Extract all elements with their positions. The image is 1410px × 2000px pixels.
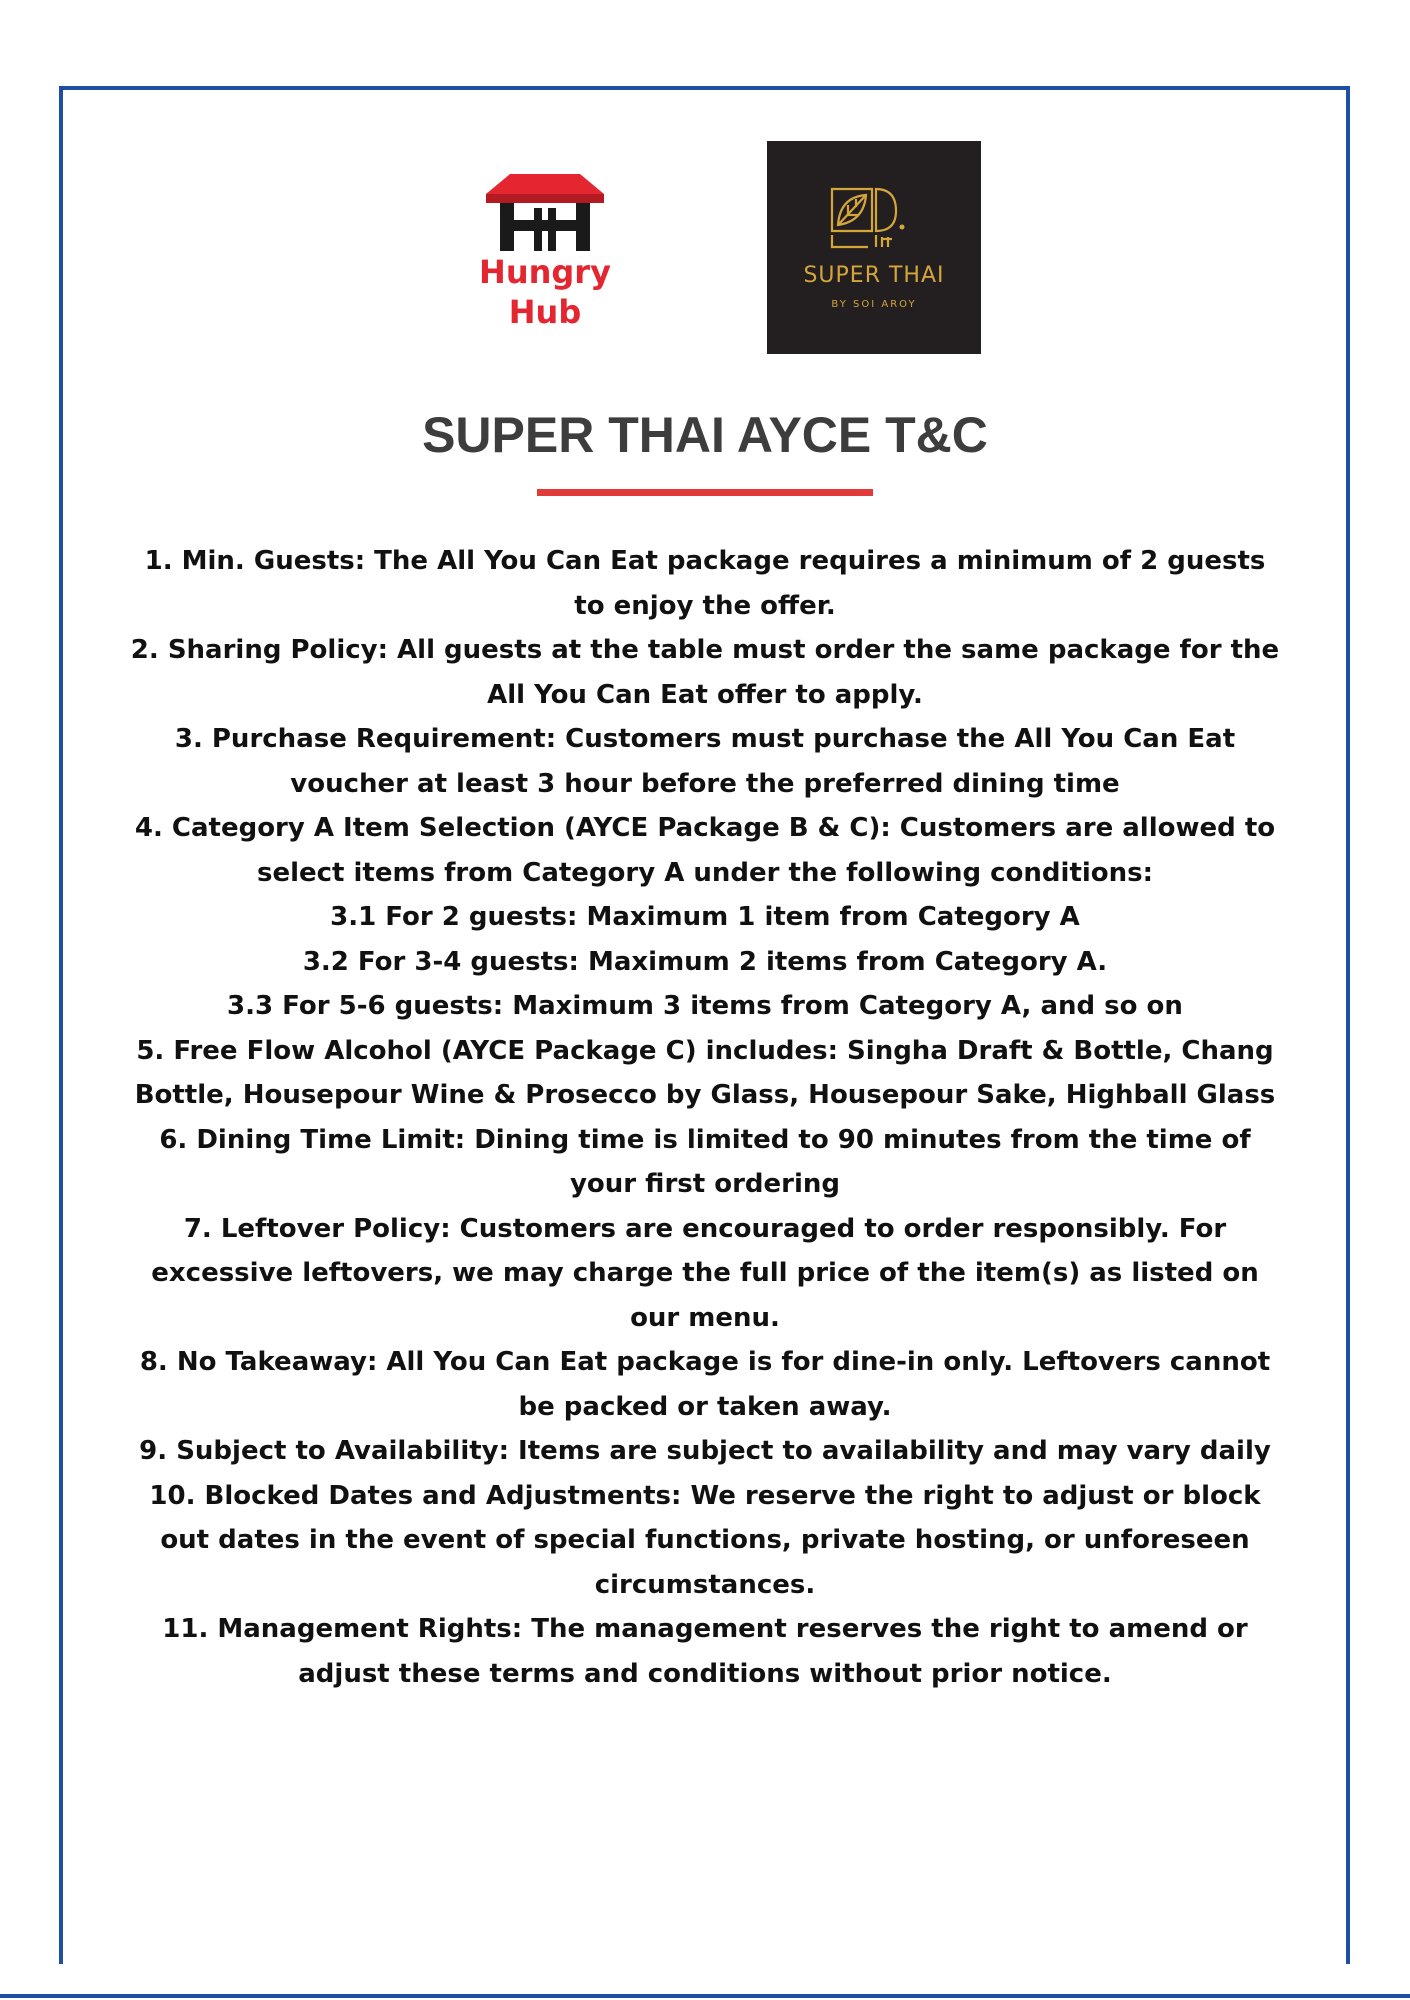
term-item: 8. No Takeaway: All You Can Eat package is for dine-in only. Leftovers cannot be packed or taken away. — [139, 1347, 1271, 1422]
hungry-hub-logo — [470, 168, 620, 348]
frame-border-right — [1346, 86, 1350, 1964]
title-underline — [537, 489, 873, 496]
term-item: 4. Category A Item Selection (AYCE Package B & C): Customers are allowed to select items from Category A under the following conditions: — [134, 813, 1276, 888]
term-item: 9. Subject to Availability: Items are subject to availability and may vary daily — [139, 1436, 1271, 1466]
page-title: SUPER THAI AYCE T&C — [422, 407, 988, 463]
term-item: 5. Free Flow Alcohol (AYCE Package C) includes: Singha Draft & Bottle, Chang Bottle, Housepour Wine & Prosecco by Glass, Housepour Sake, Highball Glass — [134, 1035, 1276, 1110]
term-item: 10. Blocked Dates and Adjustments: We reserve the right to adjust or block out dates in the event of special functions, private hosting, or unforeseen circumstances. — [149, 1480, 1261, 1600]
hungry-hub-line2: Hub — [508, 293, 582, 331]
super-thai-name: SUPER THAI — [803, 263, 945, 288]
table-icon — [484, 172, 606, 252]
term-subitem: 3.1 For 2 guests: Maximum 1 item from Category A — [330, 902, 1080, 932]
frame-border-bottom — [0, 1994, 1410, 1998]
term-item: 2. Sharing Policy: All guests at the table must order the same package for the All You Can Eat offer to apply. — [130, 635, 1280, 710]
terms-list — [130, 539, 1280, 1696]
term-item: 6. Dining Time Limit: Dining time is limited to 90 minutes from the time of your first ordering — [159, 1124, 1251, 1199]
leaf-emblem-icon — [824, 181, 924, 256]
hungry-hub-line1: Hungry — [479, 253, 611, 291]
term-subitem: 3.2 For 3-4 guests: Maximum 2 items from Category A. — [302, 946, 1108, 977]
term-subitem: 3.3 For 5-6 guests: Maximum 3 items from Category A, and so on — [227, 991, 1183, 1021]
term-item: 1. Min. Guests: The All You Can Eat package requires a minimum of 2 guests to enjoy the offer. — [144, 546, 1266, 621]
frame-border-left — [59, 86, 63, 1964]
term-item: 3. Purchase Requirement: Customers must purchase the All You Can Eat voucher at least 3 hour before the preferred dining time — [174, 724, 1236, 799]
super-thai-tagline: BY SOI AROY — [831, 299, 917, 310]
super-thai-logo — [767, 141, 981, 354]
term-item: 7. Leftover Policy: Customers are encouraged to order responsibly. For excessive leftovers, we may charge the full price of the item(s) as listed on our menu. — [151, 1213, 1259, 1333]
term-item: 11. Management Rights: The management reserves the right to amend or adjust these terms and conditions without prior notice. — [162, 1614, 1248, 1689]
frame-border-top — [59, 86, 1350, 90]
